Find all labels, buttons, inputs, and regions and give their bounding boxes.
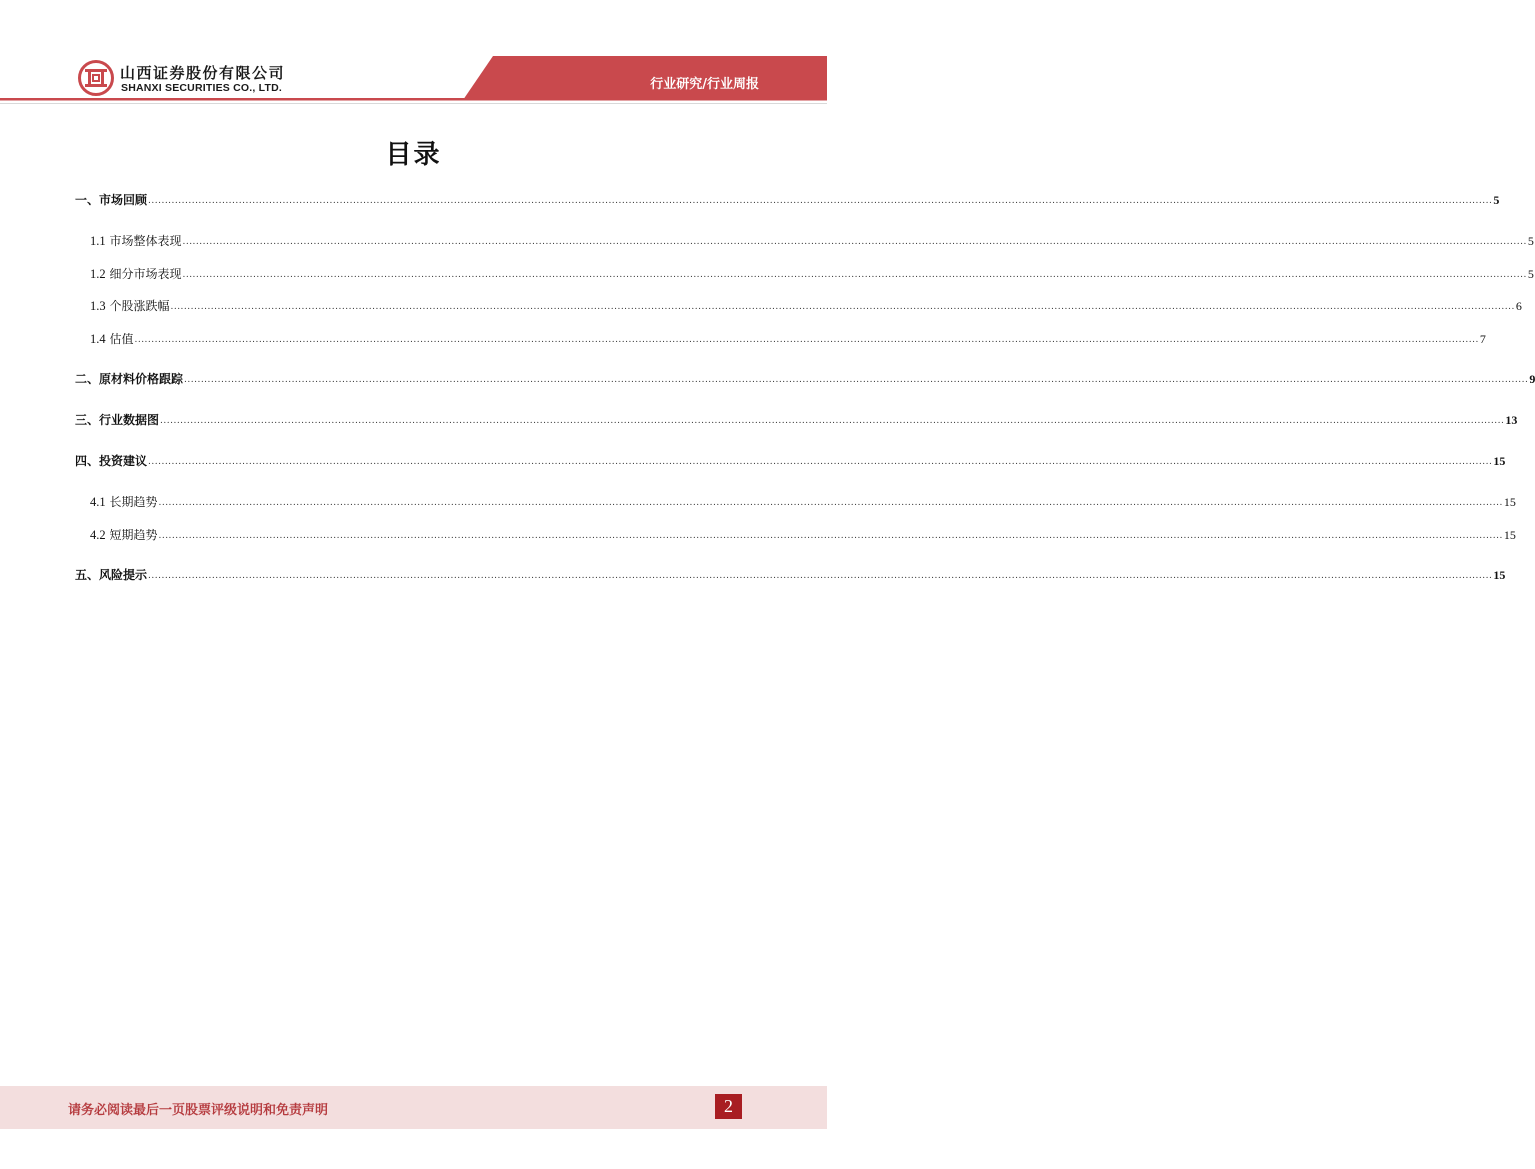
toc-leader-dots: ................................................................................................................................................................................................................................................................................................................................................................................................................ (158, 531, 1503, 541)
toc-entry-label: 估值 (109, 332, 134, 346)
toc-entry-label: 五、风险提示 (75, 568, 148, 582)
toc-leader-dots: ................................................................................................................................................................................................................................................................................................................................................................................................................ (148, 457, 1493, 467)
toc-entry-number: 4.1 (90, 495, 106, 509)
toc-entry-section-5[interactable] (75, 563, 1506, 583)
toc-leader-dots: ................................................................................................................................................................................................................................................................................................................................................................................................................ (160, 416, 1505, 426)
shanxi-securities-logo-icon (78, 60, 114, 96)
toc-entry-page: 6 (1515, 299, 1522, 313)
toc-entry-number: 1.1 (90, 234, 106, 248)
toc-entry-label: 短期趋势 (109, 528, 158, 542)
company-name-en: SHANXI SECURITIES CO., LTD. (121, 82, 282, 94)
toc-leader-dots: ................................................................................................................................................................................................................................................................................................................................................................................................................ (182, 270, 1527, 280)
toc-leader-dots: ................................................................................................................................................................................................................................................................................................................................................................................................................ (148, 571, 1493, 581)
toc-entry-page: 5 (1527, 267, 1534, 281)
page-header (0, 0, 827, 112)
toc-entry-1-3[interactable] (90, 294, 1522, 314)
toc-entry-1-4[interactable] (90, 327, 1486, 347)
toc-entry-section-2[interactable] (75, 367, 1535, 387)
toc-entry-label: 细分市场表现 (109, 267, 182, 281)
toc-entry-page: 9 (1529, 372, 1535, 386)
toc-entry-4-1[interactable] (90, 490, 1516, 510)
toc-entry-number: 1.3 (90, 299, 106, 313)
toc-entry-page: 5 (1527, 234, 1534, 248)
toc-entry-page: 5 (1493, 193, 1500, 207)
toc-leader-dots: ................................................................................................................................................................................................................................................................................................................................................................................................................ (134, 335, 1479, 345)
toc-entry-section-3[interactable] (75, 408, 1518, 428)
toc-entry-number: 1.2 (90, 267, 106, 281)
toc-leader-dots: ................................................................................................................................................................................................................................................................................................................................................................................................................ (158, 498, 1503, 508)
toc-entry-1-2[interactable] (90, 262, 1534, 282)
page-footer (0, 1086, 827, 1129)
toc-entry-label: 个股涨跌幅 (109, 299, 170, 313)
toc-entry-page: 15 (1493, 454, 1506, 468)
report-type-tag: 行业研究/行业周报 (650, 77, 759, 92)
page-title: 目录 (385, 140, 442, 170)
toc-leader-dots: ................................................................................................................................................................................................................................................................................................................................................................................................................ (170, 302, 1515, 312)
toc-entry-page: 15 (1503, 528, 1516, 542)
page-number: 2 (715, 1094, 742, 1119)
toc-entry-section-4[interactable] (75, 449, 1506, 469)
toc-entry-label: 一、市场回顾 (75, 193, 148, 207)
toc-entry-page: 13 (1505, 413, 1518, 427)
toc-entry-number: 4.2 (90, 528, 106, 542)
toc-entry-section-1[interactable] (75, 188, 1500, 208)
toc-entry-4-2[interactable] (90, 523, 1516, 543)
toc-entry-page: 7 (1479, 332, 1486, 346)
toc-leader-dots: ................................................................................................................................................................................................................................................................................................................................................................................................................ (148, 196, 1493, 206)
toc-entry-label: 三、行业数据图 (75, 413, 160, 427)
toc-leader-dots: ................................................................................................................................................................................................................................................................................................................................................................................................................ (182, 237, 1527, 247)
toc-entry-label: 长期趋势 (109, 495, 158, 509)
toc-leader-dots: ................................................................................................................................................................................................................................................................................................................................................................................................................ (184, 375, 1529, 385)
toc-entry-1-1[interactable] (90, 229, 1534, 249)
disclaimer-notice: 请务必阅读最后一页股票评级说明和免责声明 (68, 1103, 329, 1118)
company-name-cn: 山西证券股份有限公司 (120, 64, 286, 82)
toc-entry-page: 15 (1493, 568, 1506, 582)
toc-entry-label: 市场整体表现 (109, 234, 182, 248)
toc-entry-label: 二、原材料价格跟踪 (75, 372, 184, 386)
toc-entry-label: 四、投资建议 (75, 454, 148, 468)
toc-entry-number: 1.4 (90, 332, 106, 346)
toc-entry-page: 15 (1503, 495, 1516, 509)
